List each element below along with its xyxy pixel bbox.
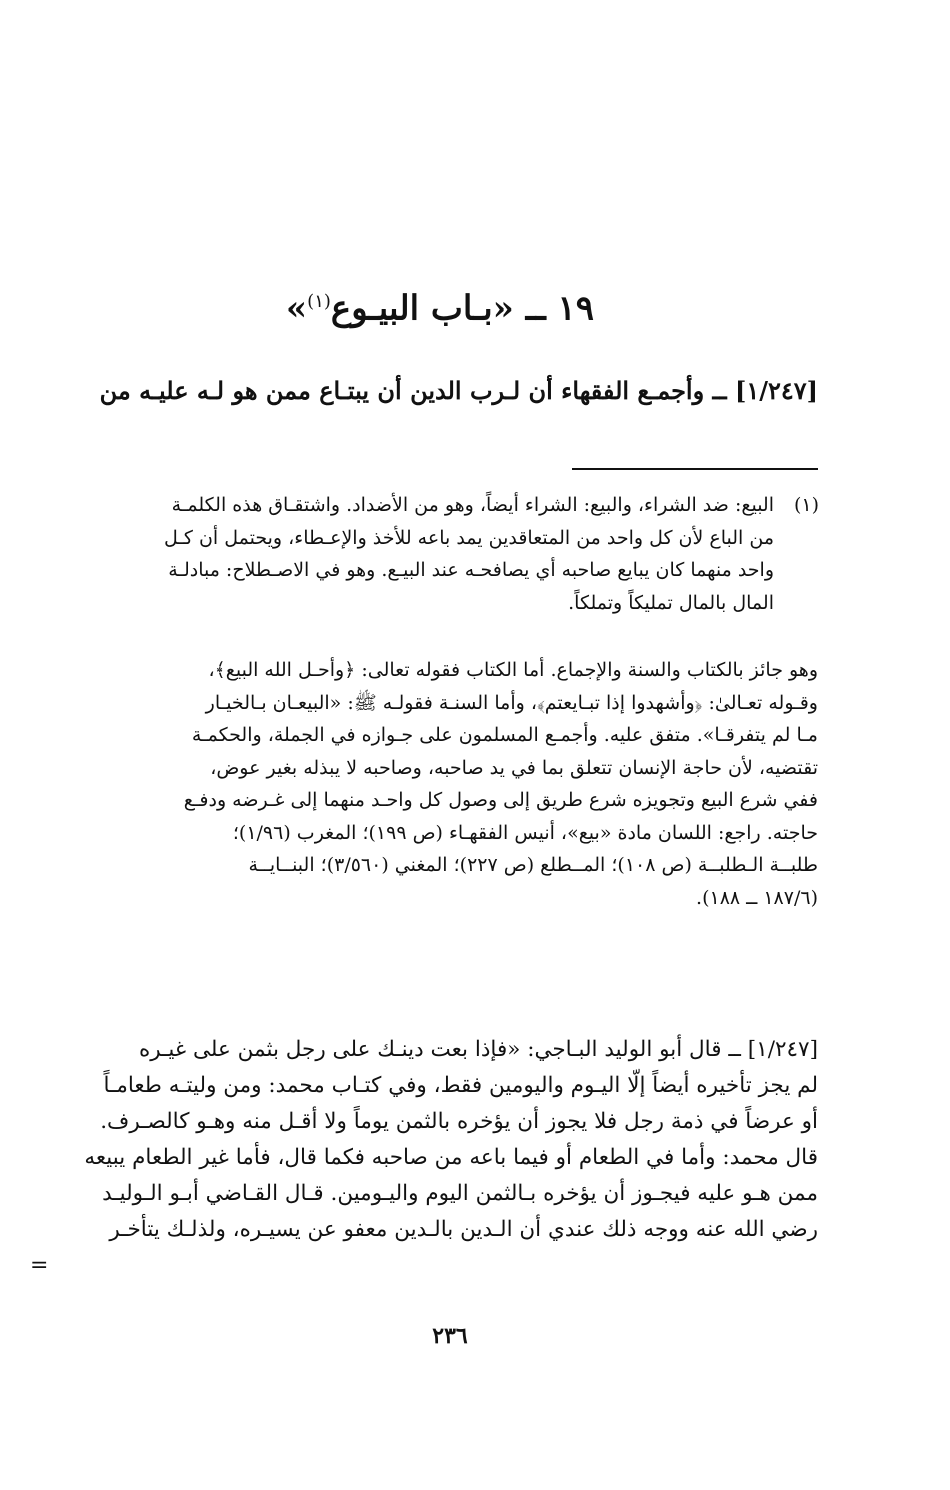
footnote-line: تقتضيه، لأن حاجة الإنسان تتعلق بما في يد صاحبه، وصاحبه لا يبذله بغير عوض، [210, 756, 818, 779]
footnote-line: حاجته. راجع: اللسان مادة «بيع»، أنيس الفقهـاء (ص ١٩٩)؛ المغرب (١/٩٦)؛ [232, 821, 818, 844]
paragraph-line: [١/٢٤٧] ــ وأجمـع الفقهاء أن لـرب الدين أن يبتـاع ممن هو لـه عليـه من [99, 376, 818, 405]
paragraph-line: أو عرضاً في ذمة رجل فلا يجوز أن يؤخره بالثمن يوماً ولا أقـل منه وهـو كالصـرف. [100, 1109, 818, 1134]
footnote-line: (١٨٧/٦ ــ ١٨٨). [696, 886, 818, 909]
chapter-title-footnote-ref: (١) [307, 291, 331, 312]
footnote-number: (١) [793, 494, 819, 516]
footnote-divider [572, 468, 818, 470]
footnote-line: مـا لم يتفرقـا». متفق عليه. وأجمـع المسلمون على جـوازه في الجملة، والحكمـة [191, 724, 818, 746]
paragraph-line: رضي الله عنه ووجه ذلك عندي أن الـدين بالـدين معفو عن يسيـره، ولذلـك يتأخـر [109, 1217, 818, 1242]
paragraph-line: ممن هـو عليه فيجـوز أن يؤخره بـالثمن اليوم واليـومين. قـال القـاضي أبـو الـوليـد [102, 1181, 818, 1206]
footnote-line: البيع: ضد الشراء، والبيع: الشراء أيضاً، وهو من الأضداد. واشتقـاق هذه الكلمـة [171, 494, 774, 516]
chapter-title-text: ١٩ ــ «بـاب البيـوع [330, 288, 595, 329]
footnote-line: وهو جائز بالكتاب والسنة والإجماع. أما الكتاب فقوله تعالى: ﴿وأحـل الله البيع﴾، [208, 659, 818, 681]
footnote-paragraph-2 [78, 654, 818, 914]
footnote-line: طلبــة الـطلبــة (ص ١٠٨)؛ المــطلع (ص ٢٢٧)؛ المغني (٣/٥٦٠)؛ البنــايــة [248, 854, 818, 876]
footnote-paragraph-1 [118, 489, 818, 619]
main-paragraph-2 [78, 1032, 818, 1248]
continuation-mark: = [30, 1253, 49, 1278]
paragraph-line: [١/٢٤٧] ــ قال أبو الوليد البـاجي: «فإذا بعت دينـك على رجل بثمن على غيـره [138, 1037, 818, 1062]
chapter-title [0, 278, 880, 332]
paragraph-line: لم يجز تأخيره أيضاً إلّا اليـوم واليومين فقط، وفي كتـاب محمد: ومن وليتـه طعامـاً [103, 1073, 818, 1098]
paragraph-line: قال محمد: وأما في الطعام أو فيما باعه من صاحبه فكما قال، فأما غير الطعام يبيعه [84, 1145, 818, 1170]
footnote-line: المال بالمال تمليكاً وتملكاً. [568, 591, 774, 614]
footnote-line: واحد منهما كان يبايع صاحبه أي يصافحـه عند البيـع. وهو في الاصـطلاح: مبادلـة [168, 559, 774, 581]
footnote-line: وقـوله تعـالىٰ: ﴿وأشهدوا إذا تبـايعتم﴾، وأما السنـة فقولـه ﷺ: «البيعـان بـالخيـار [205, 691, 818, 714]
main-paragraph-1 [78, 372, 818, 410]
page-number: ٢٣٦ [432, 1323, 468, 1349]
footnote-line: ففي شرع البيع وتجويزه شرع طريق إلى وصول كل واحـد منهما إلى غـرضه ودفـع [183, 789, 818, 811]
footnote-line: من الباع لأن كل واحد من المتعاقدين يمد باعه للأخذ والإعـطاء، ويحتمل أن كـل [163, 526, 774, 549]
chapter-title-close-quote: » [285, 288, 308, 329]
